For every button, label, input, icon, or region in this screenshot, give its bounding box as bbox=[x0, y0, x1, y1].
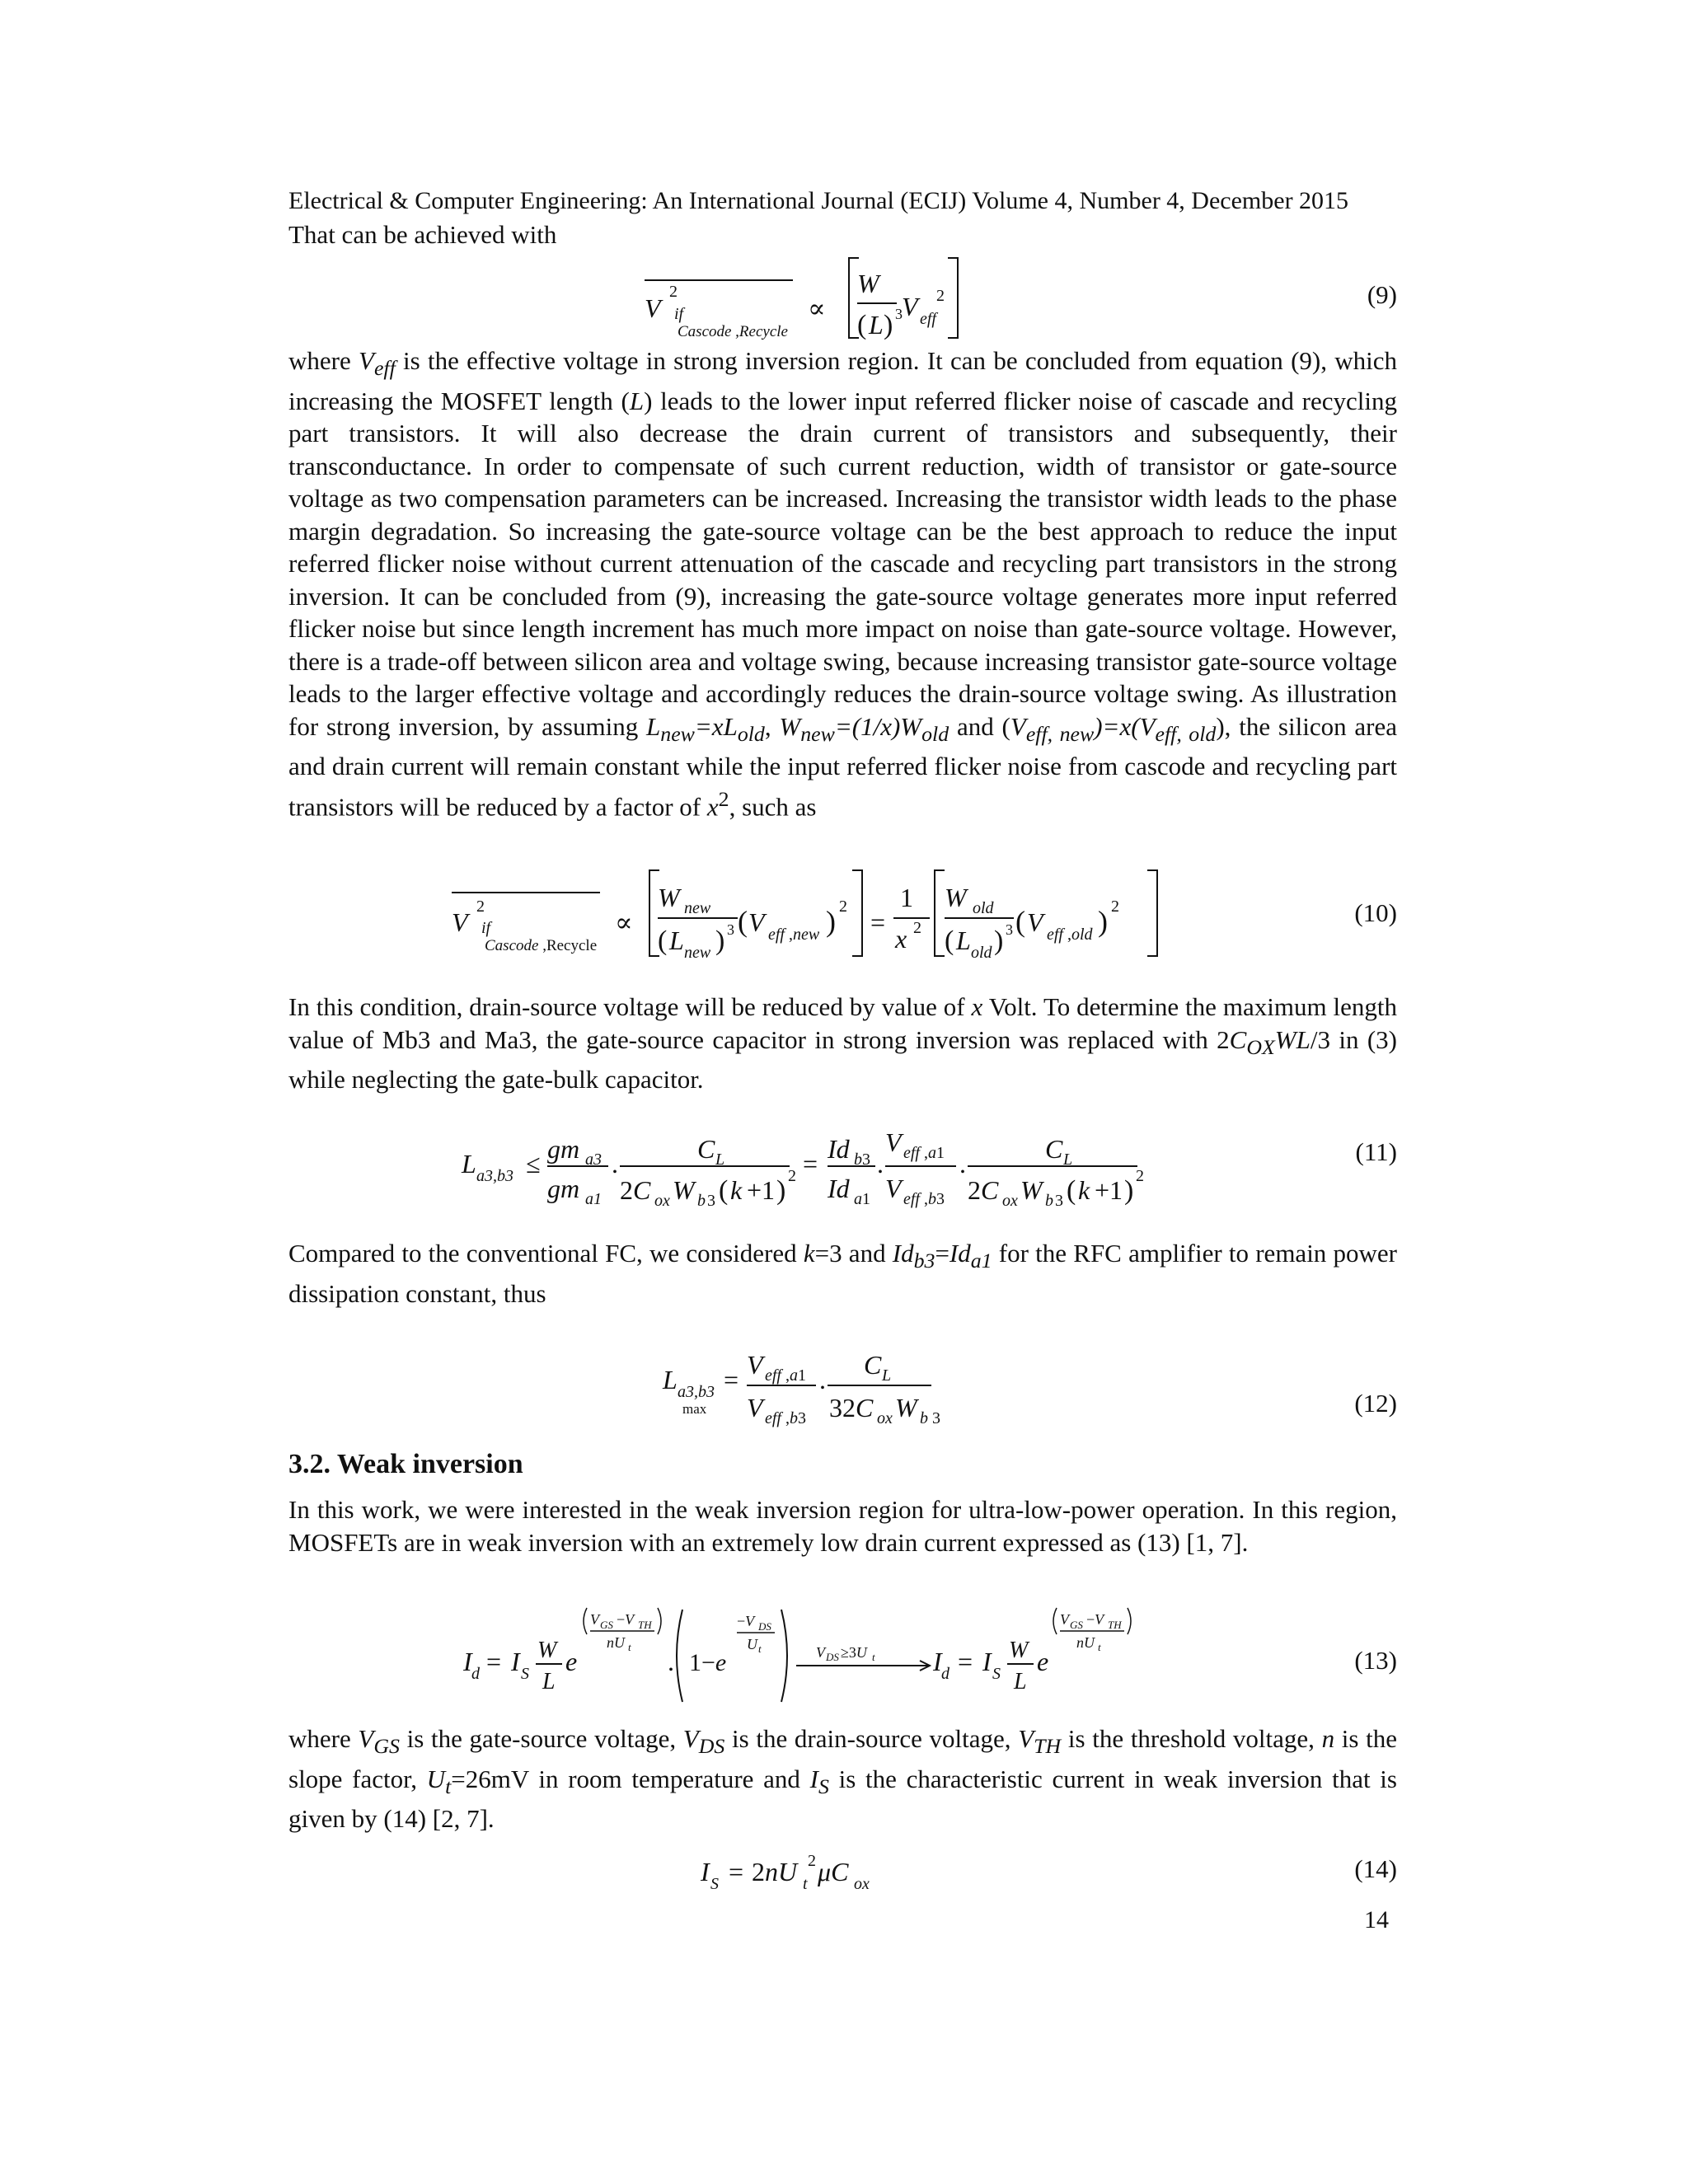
svg-text:3: 3 bbox=[895, 306, 903, 322]
paragraph-4: In this work, we were interested in the weak inversion region for ultra-low-power operation. In this region, MOSFETs are in weak inversion with an extremely low drain current expressed as (13) [1, 7]. bbox=[288, 1495, 1397, 1557]
svg-text:=: = bbox=[729, 1857, 744, 1886]
svg-text:gm: gm bbox=[547, 1174, 580, 1203]
svg-text:μC: μC bbox=[818, 1857, 849, 1886]
svg-text:=: = bbox=[958, 1647, 973, 1676]
svg-text:e: e bbox=[1037, 1647, 1049, 1676]
svg-text:−V: −V bbox=[737, 1613, 755, 1629]
svg-text:L: L bbox=[882, 1366, 892, 1385]
svg-text:I: I bbox=[933, 1647, 942, 1676]
svg-text:C: C bbox=[864, 1350, 882, 1380]
svg-text:Cascode ,Recycle: Cascode ,Recycle bbox=[485, 937, 598, 954]
equation-number: (11) bbox=[1355, 1137, 1397, 1166]
svg-text:2C: 2C bbox=[620, 1175, 651, 1205]
svg-text:2: 2 bbox=[1136, 1167, 1144, 1185]
svg-text:nU: nU bbox=[1076, 1634, 1095, 1651]
equation-number: (13) bbox=[1354, 1646, 1397, 1675]
svg-text:ox: ox bbox=[877, 1409, 893, 1427]
svg-text:b 3: b 3 bbox=[920, 1409, 940, 1427]
equation-number: (9) bbox=[1367, 280, 1397, 309]
svg-text:L: L bbox=[1063, 1151, 1073, 1169]
svg-text:=: = bbox=[803, 1149, 818, 1179]
svg-text:L: L bbox=[669, 926, 684, 955]
svg-text:∝: ∝ bbox=[808, 293, 826, 323]
svg-text:2: 2 bbox=[808, 1852, 816, 1870]
svg-text:): ) bbox=[776, 1175, 786, 1206]
svg-text:GS: GS bbox=[1070, 1619, 1083, 1631]
svg-text:2: 2 bbox=[936, 287, 945, 305]
equation-12 bbox=[288, 1339, 1397, 1430]
svg-text:(: ( bbox=[719, 1175, 729, 1206]
svg-text:3: 3 bbox=[1006, 921, 1013, 938]
svg-text:C: C bbox=[697, 1134, 715, 1164]
svg-text:.: . bbox=[819, 1365, 826, 1394]
svg-text:2nU: 2nU bbox=[752, 1857, 798, 1886]
svg-text:d: d bbox=[941, 1665, 950, 1683]
equation-10 bbox=[288, 864, 1397, 963]
svg-text:L: L bbox=[462, 1149, 476, 1179]
svg-text:V: V bbox=[885, 1127, 902, 1157]
svg-text:t: t bbox=[628, 1641, 631, 1653]
svg-text:1−e: 1−e bbox=[689, 1649, 727, 1676]
svg-text:.: . bbox=[668, 1647, 674, 1676]
svg-text:new: new bbox=[684, 899, 711, 917]
svg-text:V: V bbox=[1027, 907, 1043, 937]
equation-14-formula bbox=[288, 1844, 1195, 1902]
svg-text:eff ,b3: eff ,b3 bbox=[765, 1409, 806, 1427]
svg-text:old: old bbox=[971, 944, 992, 962]
svg-text:V: V bbox=[747, 1350, 763, 1380]
svg-text:I: I bbox=[701, 1857, 710, 1886]
svg-text:−V: −V bbox=[617, 1611, 635, 1628]
svg-text:2: 2 bbox=[788, 1167, 796, 1185]
svg-text:): ) bbox=[1124, 1175, 1134, 1206]
svg-text:gm: gm bbox=[547, 1134, 580, 1164]
svg-text:Id: Id bbox=[828, 1174, 850, 1203]
equation-number: (12) bbox=[1354, 1389, 1397, 1418]
svg-text:3: 3 bbox=[727, 921, 734, 938]
svg-text:x: x bbox=[895, 924, 907, 954]
svg-text:old: old bbox=[973, 899, 994, 917]
svg-text:e: e bbox=[565, 1647, 578, 1676]
svg-text:L: L bbox=[542, 1669, 556, 1694]
svg-text:L: L bbox=[869, 310, 884, 340]
svg-text:k: k bbox=[1078, 1175, 1090, 1205]
svg-text:V: V bbox=[1060, 1611, 1069, 1628]
paragraph-5: where $V_{GS}$ is the gate-source voltage, $V_{DS}$ is the drain-source voltage, $V_{TH}$ is the threshold voltage, n is the slope factor, $U_t=26mV$ in room temperature and $I_S$ is the characteristic current in weak inversion that is given by (14) [2, 7]. bbox=[288, 1724, 1398, 1834]
equation-number: (14) bbox=[1354, 1854, 1397, 1883]
svg-text:U: U bbox=[747, 1636, 757, 1652]
svg-text:V: V bbox=[452, 907, 468, 937]
lead-text: That can be achieved with bbox=[288, 220, 557, 249]
svg-text:(: ( bbox=[1067, 1175, 1076, 1206]
svg-text:eff ,old: eff ,old bbox=[1047, 926, 1093, 944]
svg-text:S: S bbox=[710, 1875, 719, 1893]
equation-13-formula bbox=[288, 1603, 1195, 1710]
svg-text:S: S bbox=[521, 1665, 529, 1683]
svg-text:TH: TH bbox=[638, 1619, 652, 1631]
svg-text:+1: +1 bbox=[1095, 1175, 1123, 1205]
svg-text:max: max bbox=[682, 1401, 707, 1417]
svg-text:new: new bbox=[684, 944, 711, 962]
svg-text:W: W bbox=[857, 269, 879, 298]
equation-13 bbox=[288, 1603, 1397, 1710]
svg-text:k: k bbox=[730, 1175, 743, 1205]
svg-text:Id: Id bbox=[828, 1134, 850, 1164]
svg-text:a3: a3 bbox=[585, 1151, 602, 1169]
svg-text:.: . bbox=[959, 1149, 966, 1179]
svg-text:I: I bbox=[511, 1647, 520, 1676]
svg-text:2: 2 bbox=[913, 919, 921, 937]
svg-text:2: 2 bbox=[476, 898, 485, 916]
svg-text:3: 3 bbox=[707, 1192, 715, 1210]
svg-text:t: t bbox=[758, 1643, 762, 1655]
svg-text:b: b bbox=[697, 1192, 706, 1210]
svg-text:TH: TH bbox=[1108, 1619, 1122, 1631]
svg-text:≥3U: ≥3U bbox=[841, 1644, 867, 1661]
svg-text:nU: nU bbox=[607, 1634, 625, 1651]
svg-text:−V: −V bbox=[1086, 1611, 1104, 1628]
svg-text:(: ( bbox=[738, 905, 748, 938]
svg-text:DS: DS bbox=[826, 1651, 839, 1663]
svg-text:): ) bbox=[994, 926, 1004, 956]
svg-text:ox: ox bbox=[854, 1875, 870, 1893]
equation-9 bbox=[288, 251, 1397, 342]
svg-text:eff ,a1: eff ,a1 bbox=[765, 1366, 806, 1385]
equation-11 bbox=[288, 1125, 1397, 1216]
svg-text:): ) bbox=[826, 905, 836, 938]
svg-text:V: V bbox=[747, 1393, 763, 1422]
svg-text:V: V bbox=[816, 1644, 825, 1661]
running-header: Electrical & Computer Engineering: An International Journal (ECIJ) Volume 4, Number 4, December 2015 bbox=[288, 187, 1349, 214]
svg-text:V: V bbox=[885, 1174, 902, 1203]
svg-text:W: W bbox=[945, 883, 967, 912]
svg-text:V: V bbox=[645, 293, 661, 323]
svg-text:a3,b3: a3,b3 bbox=[678, 1383, 715, 1401]
svg-text:W: W bbox=[673, 1175, 695, 1205]
svg-text:I: I bbox=[463, 1647, 472, 1676]
svg-text:): ) bbox=[1098, 905, 1108, 938]
svg-text:2: 2 bbox=[839, 898, 847, 916]
svg-text:Cascode ,Recycle: Cascode ,Recycle bbox=[678, 323, 788, 340]
paragraph-3: Compared to the conventional FC, we considered k=3 and $Id_{b3}=Id_{a1}$ for the RFC amplifier to remain power dissipation constant, thus bbox=[288, 1239, 1397, 1308]
svg-text:2: 2 bbox=[1111, 898, 1119, 916]
svg-text:eff: eff bbox=[920, 310, 936, 328]
svg-text:L: L bbox=[715, 1151, 725, 1169]
equation-9-formula bbox=[288, 251, 1195, 342]
svg-text:V: V bbox=[590, 1611, 599, 1628]
svg-text:W: W bbox=[895, 1393, 917, 1422]
svg-text:=: = bbox=[724, 1365, 739, 1394]
svg-text:b3: b3 bbox=[854, 1151, 870, 1169]
svg-text:eff ,new: eff ,new bbox=[768, 926, 820, 944]
svg-text:W: W bbox=[1009, 1638, 1029, 1663]
svg-text:L: L bbox=[1014, 1669, 1027, 1694]
svg-text:32C: 32C bbox=[829, 1393, 874, 1422]
svg-text:a1: a1 bbox=[585, 1190, 602, 1208]
svg-text:b: b bbox=[1045, 1192, 1053, 1210]
svg-text:a1: a1 bbox=[854, 1190, 870, 1208]
svg-text:GS: GS bbox=[600, 1619, 613, 1631]
svg-text:W: W bbox=[658, 883, 680, 912]
svg-text:W: W bbox=[1020, 1175, 1043, 1205]
svg-text:a3,b3: a3,b3 bbox=[476, 1167, 513, 1185]
svg-text:eff ,b3: eff ,b3 bbox=[903, 1190, 945, 1208]
svg-text:C: C bbox=[1045, 1134, 1063, 1164]
svg-text:2C: 2C bbox=[968, 1175, 999, 1205]
page-number: 14 bbox=[1364, 1906, 1389, 1933]
svg-text:V: V bbox=[748, 907, 765, 937]
svg-text:ox: ox bbox=[1002, 1192, 1018, 1210]
svg-text:(: ( bbox=[857, 310, 867, 340]
svg-text:d: d bbox=[471, 1665, 480, 1683]
svg-text:if: if bbox=[481, 919, 491, 937]
svg-text:W: W bbox=[537, 1638, 557, 1663]
svg-text:): ) bbox=[884, 310, 893, 340]
svg-text:t: t bbox=[803, 1875, 808, 1893]
paragraph-1: where $V_{eff}$ is the effective voltage in strong inversion region. It can be concluded from equation (9), which increasing the MOSFET length (L) leads to the lower input referred flicker noise of cascade and recycling part transistors. It will also decrease the drain current of transistors and subsequently, their transconductance. In order to compensate of such current reduction, width of transistor or gate-source voltage as two compensation parameters can be increased. Increasing the transistor width leads to the phase margin degradation. So increasing the gate-source voltage can be the best approach to reduce the input referred flicker noise without current attenuation of the cascade and recycling part transistors in the strong inversion. It can be concluded from (9), increasing the gate-source voltage generates more input referred flicker noise but since length increment has much more impact on noise than gate-source voltage. However, there is a trade-off between silicon area and voltage swing, because increasing transistor gate-source voltage leads to the larger effective voltage and accordingly reduces the drain-source voltage swing. As illustration for strong inversion, by assuming $L_{new}=xL_{old}$, $W_{new}=(1/x)W_{old}$ and $(V_{eff, new})=x(V_{eff, old})$, the silicon area and drain current will remain constant while the input referred flicker noise from cascode and recycling part transistors will be reduced by a factor of $x^2$, such as bbox=[288, 346, 1398, 822]
svg-text:): ) bbox=[715, 926, 725, 956]
equation-11-formula bbox=[288, 1125, 1195, 1216]
svg-text:(: ( bbox=[658, 926, 668, 956]
svg-text:if: if bbox=[674, 305, 684, 323]
svg-text:ox: ox bbox=[654, 1192, 670, 1210]
svg-text:.: . bbox=[877, 1149, 884, 1179]
equation-12-formula bbox=[288, 1339, 1195, 1430]
svg-text:≤: ≤ bbox=[526, 1149, 541, 1179]
svg-text:(: ( bbox=[1015, 905, 1025, 938]
svg-text:=: = bbox=[486, 1647, 502, 1676]
svg-text:DS: DS bbox=[758, 1620, 771, 1633]
svg-text:+1: +1 bbox=[747, 1175, 776, 1205]
svg-text:eff ,a1: eff ,a1 bbox=[903, 1144, 945, 1162]
svg-text:.: . bbox=[612, 1149, 618, 1179]
equation-14 bbox=[288, 1844, 1397, 1902]
svg-text:S: S bbox=[992, 1665, 1001, 1683]
svg-text:∝: ∝ bbox=[615, 907, 633, 937]
svg-text:2: 2 bbox=[669, 283, 678, 301]
equation-number: (10) bbox=[1354, 898, 1397, 927]
svg-text:(: ( bbox=[945, 926, 954, 956]
svg-text:L: L bbox=[663, 1365, 678, 1394]
svg-text:3: 3 bbox=[1055, 1192, 1063, 1210]
svg-text:I: I bbox=[982, 1647, 992, 1676]
svg-text:L: L bbox=[956, 926, 971, 955]
svg-text:t: t bbox=[1098, 1641, 1101, 1653]
paragraph-2: In this condition, drain-source voltage will be reduced by value of x Volt. To determine the maximum length value of Mb3 and Ma3, the gate-source capacitor in strong inversion was replaced with $2C_{OX}WL/3$ in (3) while neglecting the gate-bulk capacitor. bbox=[288, 992, 1398, 1094]
svg-text:V: V bbox=[902, 292, 918, 321]
equation-10-formula bbox=[288, 864, 1195, 963]
svg-text:t: t bbox=[872, 1651, 875, 1663]
svg-text:=: = bbox=[870, 907, 886, 937]
section-title: 3.2. Weak inversion bbox=[288, 1449, 523, 1479]
svg-text:1: 1 bbox=[900, 883, 913, 912]
